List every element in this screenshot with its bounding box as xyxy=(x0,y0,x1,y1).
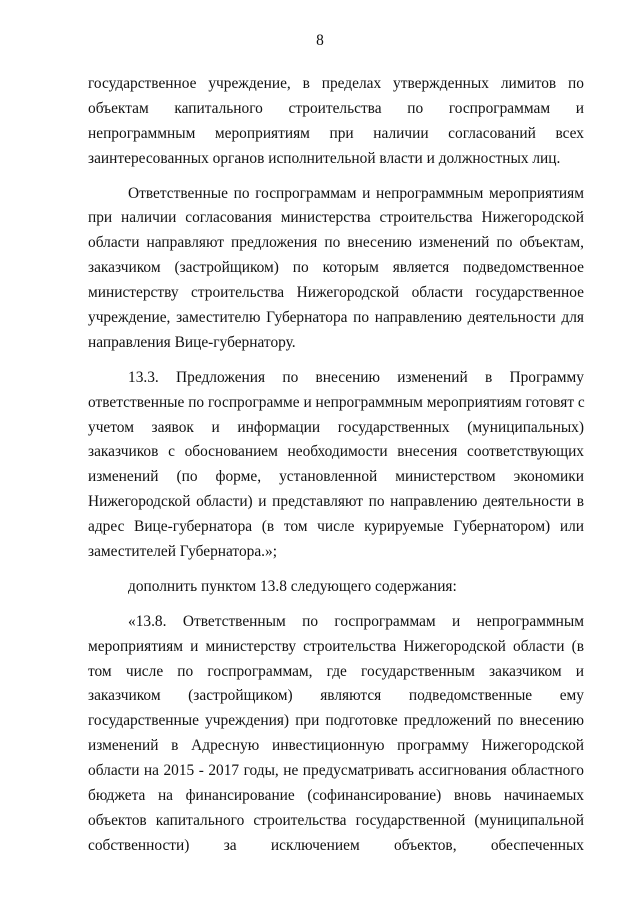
paragraph-gap xyxy=(88,565,584,575)
text-line: бюджета на финансирование (софинансирование) вновь начинаемых xyxy=(88,787,584,805)
text-line: учетом заявок и информации государственных (муниципальных) xyxy=(88,418,584,436)
text-line: адрес Вице-губернатора (в том числе курируемые Губернатором) или xyxy=(88,518,584,536)
paragraph xyxy=(88,610,584,859)
text-line: при наличии согласования министерства строительства Нижегородской xyxy=(88,209,584,227)
text-line: Нижегородской области) и представляют по направлению деятельности в xyxy=(88,493,584,511)
text-line: собственности) за исключением объектов, обеспеченных xyxy=(88,836,584,854)
text-line: области на 2015 - 2017 годы, не предусматривать ассигнования областного xyxy=(88,762,584,780)
text-line: заказчиком (застройщиком) по которым является подведомственное xyxy=(88,259,584,277)
text-line: Ответственные по госпрограммам и непрограммным мероприятиям xyxy=(128,184,584,202)
text-line: «13.8. Ответственным по госпрограммам и непрограммным xyxy=(128,612,584,630)
text-line: том числе по госпрограммам, где государственным заказчиком и xyxy=(88,662,584,680)
text-line: изменений (по форме, установленной министерством экономики xyxy=(88,468,584,486)
paragraph xyxy=(88,575,584,600)
text-line: министерству строительства Нижегородской области государственное xyxy=(88,284,584,302)
text-line: изменений в Адресную инвестиционную программу Нижегородской xyxy=(88,737,584,755)
text-line: непрограммным мероприятиям при наличии согласований всех xyxy=(88,124,584,142)
paragraph xyxy=(88,182,584,356)
text-line: области направляют предложения по внесению изменений по объектам, xyxy=(88,234,584,252)
text-line: объектам капитального строительства по госпрограммам и xyxy=(88,99,584,117)
paragraph xyxy=(88,366,584,565)
text-line: мероприятиям и министерству строительства Нижегородской области (в xyxy=(88,637,584,655)
paragraph-gap xyxy=(88,172,584,182)
text-line: объектов капитального строительства государственной (муниципальной xyxy=(88,811,584,829)
text-line: 13.3. Предложения по внесению изменений в Программу xyxy=(128,368,584,386)
page-number: 8 xyxy=(316,32,324,49)
text-line: государственное учреждение, в пределах утвержденных лимитов по xyxy=(88,75,584,92)
text-line: государственные учреждения) при подготовке предложений по внесению xyxy=(88,712,584,730)
text-line: заинтересованных органов исполнительной власти и должностных лиц. xyxy=(88,149,561,167)
text-line: дополнить пунктом 13.8 следующего содержания: xyxy=(128,577,457,595)
paragraph xyxy=(88,72,584,172)
text-line: учреждение, заместителю Губернатора по направлению деятельности для xyxy=(88,309,584,327)
text-line: заместителей Губернатора.»; xyxy=(88,543,278,561)
text-line: ответственные по госпрограмме и непрограммным мероприятиям готовят с xyxy=(88,393,585,411)
document-body xyxy=(88,72,584,859)
text-line: направления Вице-губернатору. xyxy=(88,333,296,351)
paragraph-gap xyxy=(88,600,584,610)
text-line: заказчиком (застройщиком) являются подведомственные ему xyxy=(88,687,584,705)
paragraph-gap xyxy=(88,356,584,366)
text-line: заказчиков с обоснованием необходимости внесения соответствующих xyxy=(88,443,584,461)
